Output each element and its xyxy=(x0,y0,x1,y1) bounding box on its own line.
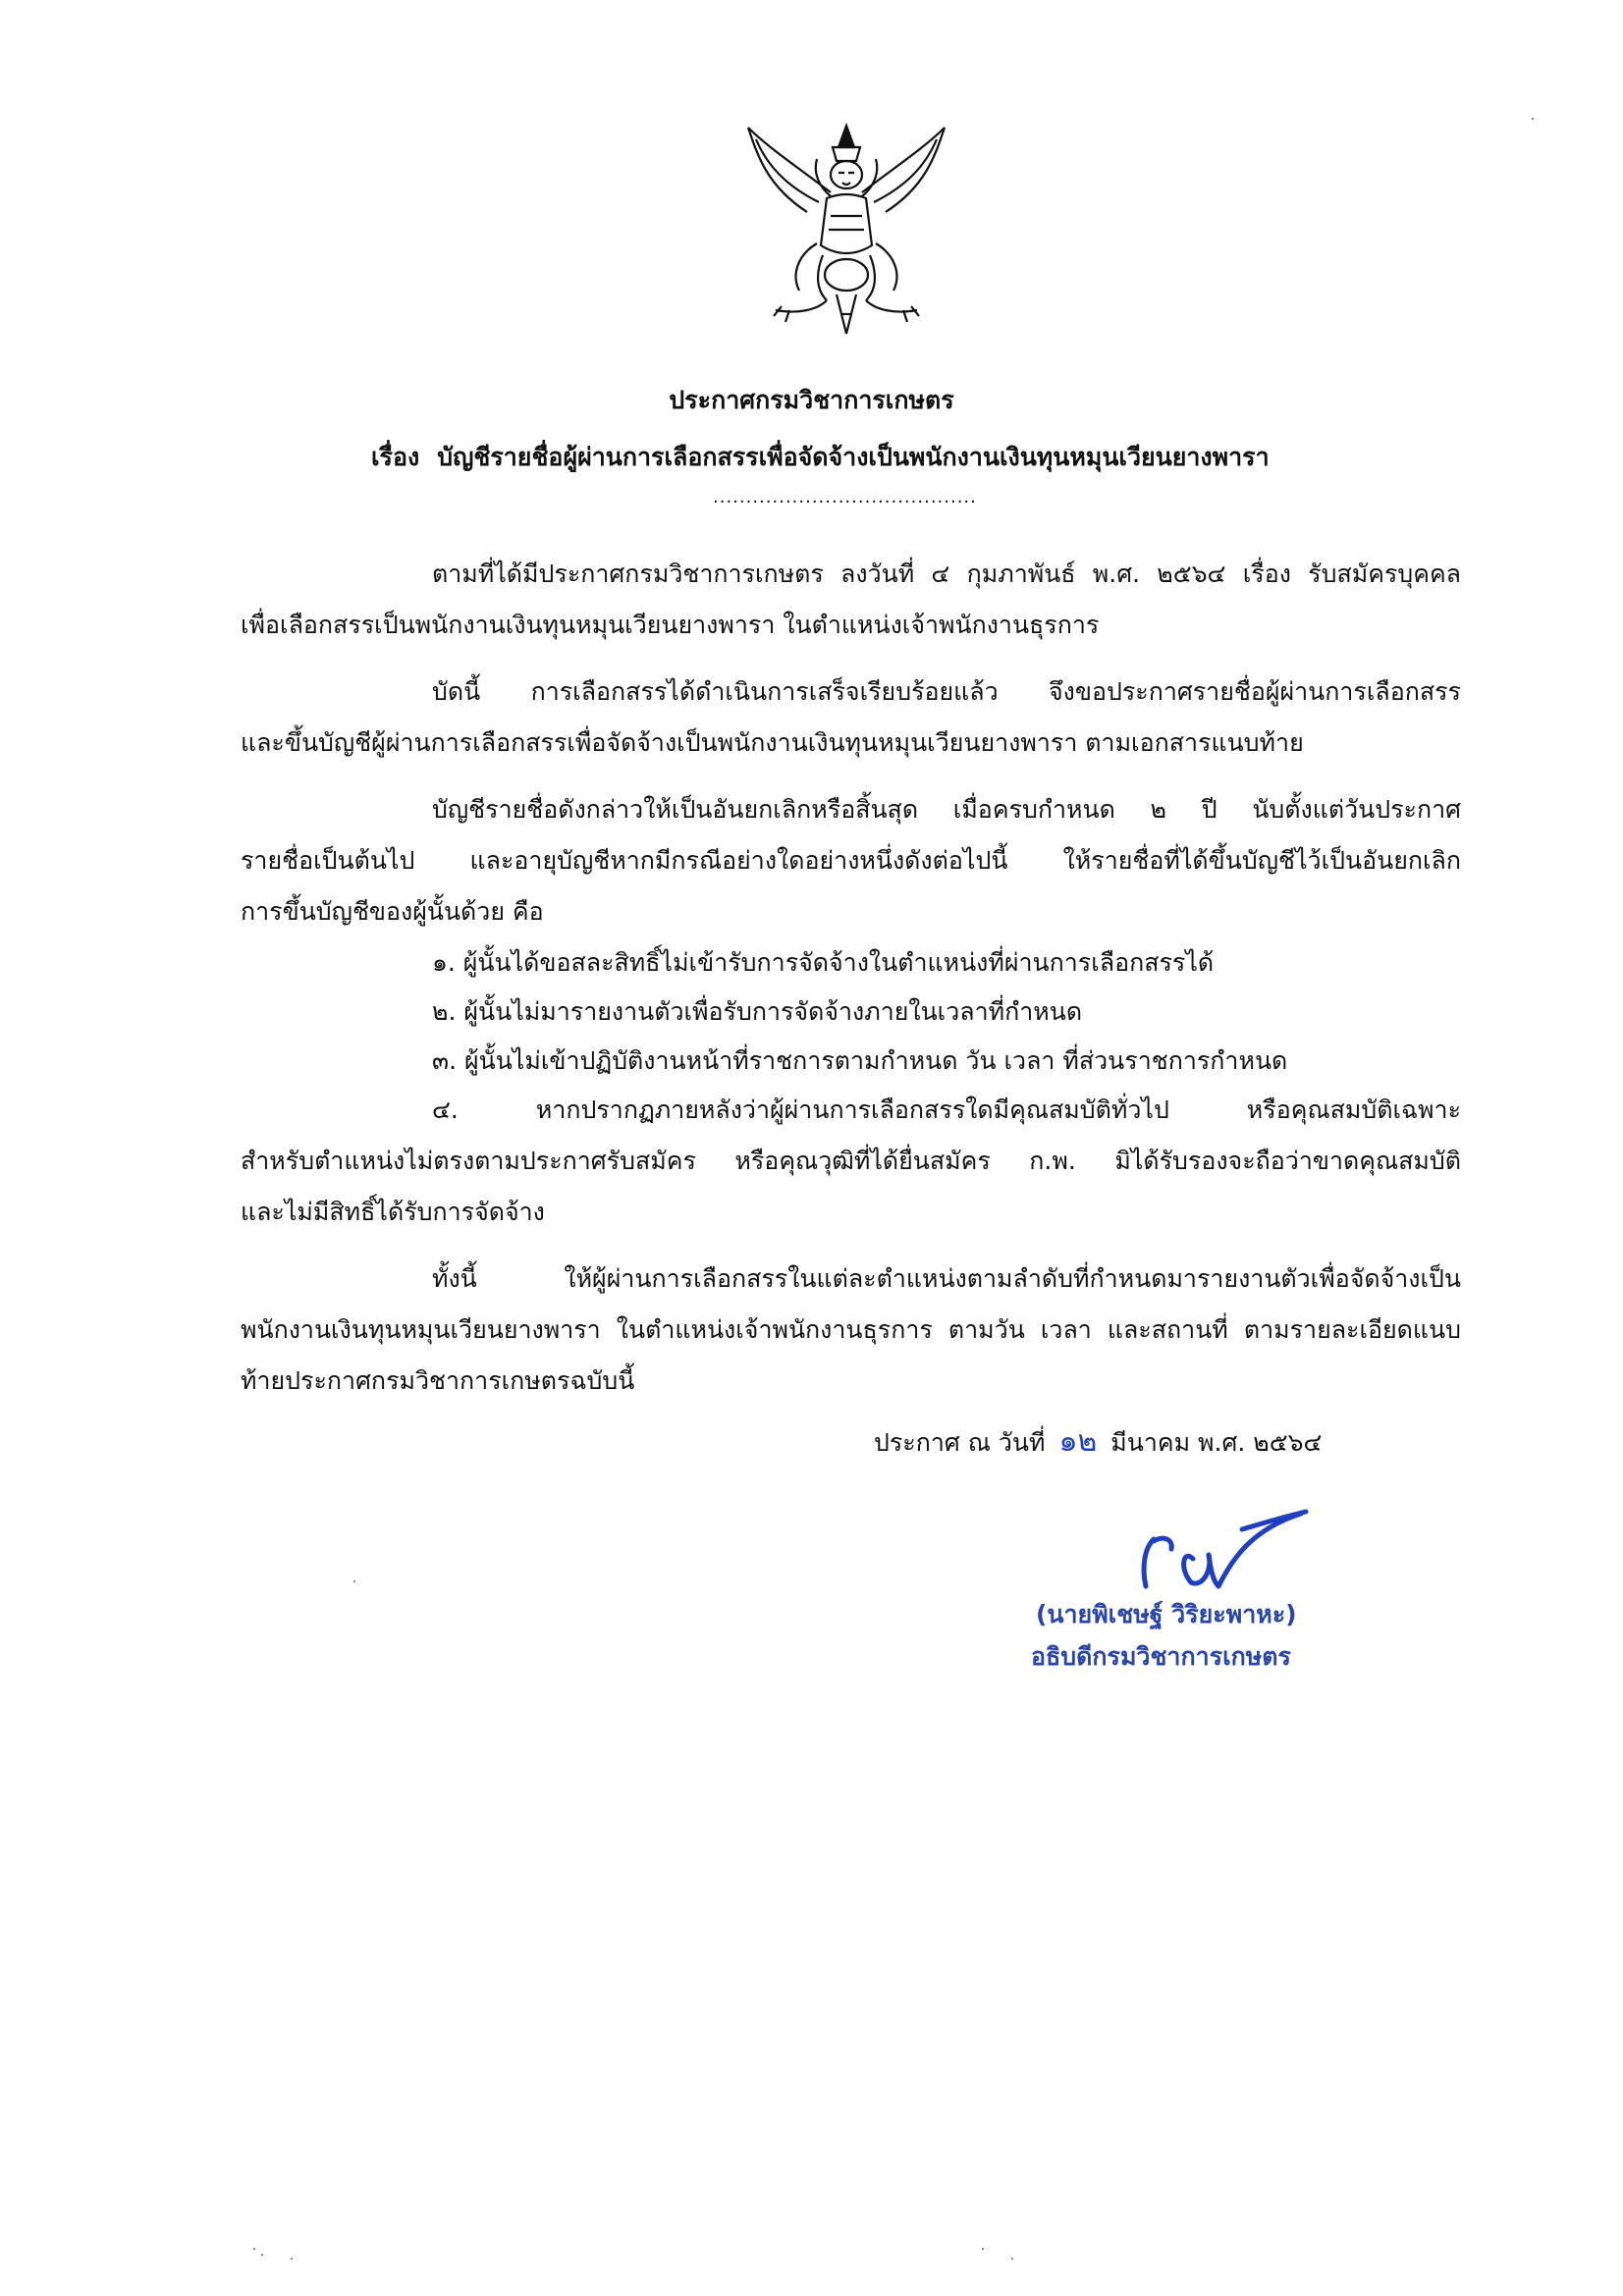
signer-title: อธิบดีกรมวิชาการเกษตร xyxy=(1031,1642,1291,1671)
paragraph-3-line-3: การขึ้นบัญชีของผู้นั้นด้วย คือ xyxy=(241,897,544,926)
scan-speck xyxy=(291,2258,293,2260)
paragraph-4-line-3: ท้ายประกาศกรมวิชาการเกษตรฉบับนี้ xyxy=(241,1366,635,1395)
scan-speck xyxy=(1011,2258,1013,2260)
date-prefix: ประกาศ ณ วันที่ xyxy=(874,1428,1046,1457)
title-divider: ........................................ xyxy=(713,487,977,507)
subject-label: เรื่อง xyxy=(371,443,420,471)
list-item-4-line-2: สำหรับตำแหน่งไม่ตรงตามประกาศรับสมัคร หรือคุณวุฒิที่ได้ยื่นสมัคร ก.พ. มิได้รับรองจะถือว่าขาดคุณสมบัติ xyxy=(241,1147,1461,1175)
scan-speck xyxy=(1532,118,1534,120)
list-item-1: ๑. ผู้นั้นได้ขอสละสิทธิ์ไม่เข้ารับการจัดจ้างในตำแหน่งที่ผ่านการเลือกสรรได้ xyxy=(432,948,1215,977)
paragraph-4-line-1: ทั้งนี้ ให้ผู้ผ่านการเลือกสรรในแต่ละตำแหน่งตามลำดับที่กำหนดมารายงานตัวเพื่อจัดจ้างเป็น xyxy=(432,1264,1461,1293)
paragraph-1-line-1: ตามที่ได้มีประกาศกรมวิชาการเกษตร ลงวันที่ ๔ กุมภาพันธ์ พ.ศ. ๒๕๖๔ เรื่อง รับสมัครบุคคล xyxy=(432,560,1461,588)
announcement-date xyxy=(874,1418,1322,1465)
paragraph-1-line-2: เพื่อเลือกสรรเป็นพนักงานเงินทุนหมุนเวียนยางพารา ในตำแหน่งเจ้าพนักงานธุรการ xyxy=(241,611,1100,639)
subject-text: บัญชีรายชื่อผู้ผ่านการเลือกสรรเพื่อจัดจ้างเป็นพนักงานเงินทุนหมุนเวียนยางพารา xyxy=(437,443,1270,471)
scan-speck xyxy=(261,2254,263,2256)
paragraph-2-line-2: และขึ้นบัญชีผู้ผ่านการเลือกสรรเพื่อจัดจ้างเป็นพนักงานเงินทุนหมุนเวียนยางพารา ตามเอกสารแนบท้าย xyxy=(241,728,1304,757)
paragraph-3-line-2: รายชื่อเป็นต้นไป และอายุบัญชีหากมีกรณีอย่างใดอย่างหนึ่งดังต่อไปนี้ ให้รายชื่อที่ได้ขึ้นบัญชีไว้เป็นอันยกเลิก xyxy=(241,846,1461,875)
paragraph-2-line-1: บัดนี้ การเลือกสรรได้ดำเนินการเสร็จเรียบร้อยแล้ว จึงขอประกาศรายชื่อผู้ผ่านการเลือกสรร xyxy=(432,677,1461,706)
date-month-year: มีนาคม พ.ศ. ๒๕๖๔ xyxy=(1110,1428,1323,1457)
list-item-4-line-1: ๔. หากปรากฏภายหลังว่าผู้ผ่านการเลือกสรรใดมีคุณสมบัติทั่วไป หรือคุณสมบัติเฉพาะ xyxy=(432,1095,1461,1124)
signer-name: (นายพิเชษฐ์ วิริยะพาหะ) xyxy=(1036,1600,1297,1629)
announcement-subject xyxy=(371,438,1270,477)
paragraph-3-line-1: บัญชีรายชื่อดังกล่าวให้เป็นอันยกเลิกหรือสิ้นสุด เมื่อครบกำหนด ๒ ปี นับตั้งแต่วันประกาศ xyxy=(432,795,1461,824)
list-item-3: ๓. ผู้นั้นไม่เข้าปฏิบัติงานหน้าที่ราชการตามกำหนด วัน เวลา ที่ส่วนราชการกำหนด xyxy=(432,1046,1288,1075)
paragraph-4-line-2: พนักงานเงินทุนหมุนเวียนยางพารา ในตำแหน่งเจ้าพนักงานธุรการ ตามวัน เวลา และสถานที่ ตามรายละเอียดแนบ xyxy=(241,1315,1461,1344)
list-item-4-line-3: และไม่มีสิทธิ์ได้รับการจัดจ้าง xyxy=(241,1198,545,1226)
scan-speck xyxy=(353,1580,355,1582)
scan-speck xyxy=(253,2248,255,2250)
announcement-title: ประกาศกรมวิชาการเกษตร xyxy=(669,386,954,414)
list-item-2: ๒. ผู้นั้นไม่มารายงานตัวเพื่อรับการจัดจ้างภายในเวลาที่กำหนด xyxy=(432,997,1083,1026)
handwritten-signature xyxy=(1124,1500,1321,1598)
date-day-handwritten: ๑๒ xyxy=(1058,1424,1098,1459)
scan-speck xyxy=(982,2248,984,2250)
garuda-emblem-icon xyxy=(729,118,964,344)
